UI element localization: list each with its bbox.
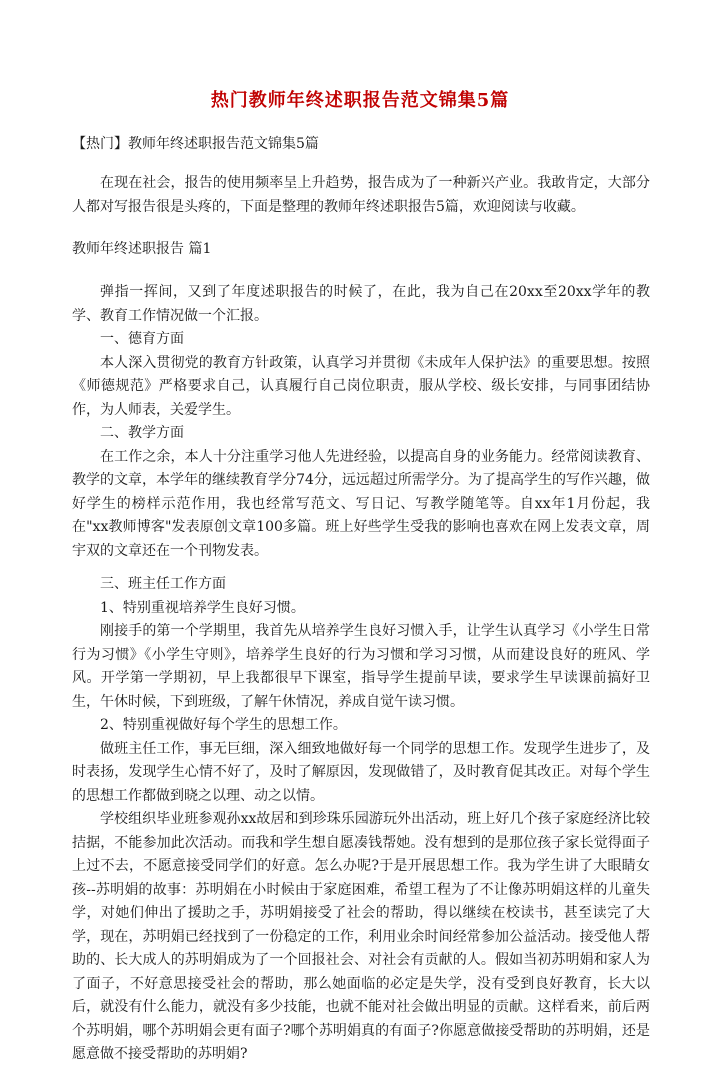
document-title: 热门教师年终述职报告范文锦集5篇	[210, 90, 510, 111]
article-body	[72, 281, 650, 1067]
paragraph-story: 学校组织毕业班参观孙xx故居和到珍珠乐园游玩外出活动，班上好几个孩子家庭经济比较拮据，不能参加此次活动。而我和学生想自愿凑钱帮她。没有想到的是那位孩子家长觉得面子上过不去，不愿意接受同学们的好意。怎么办呢?于是开展思想工作。我为学生讲了大眼睛女孩--苏明娟的故事：苏明娟在小时候由于家庭困难，希望工程为了不让像苏明娟这样的儿童失学，对她们伸出了援助之手，苏明娟接受了社会的帮助，得以继续在校读书，甚至读完了大学，现在，苏明娟已经找到了一份稳定的工作，利用业余时间经常参加公益活动。接受他人帮助的、长大成人的苏明娟成为了一个回报社会、对社会有贡献的人。假如当初苏明娟和家人为了面子，不好意思接受社会的帮助，那么她面临的必定是失学，没有受到良好教育，长大以后，就没有什么能力，就没有多少技能，也就不能对社会做出明显的贡献。这样看来，前后两个苏明娟，哪个苏明娟会更有面子?哪个苏明娟真的有面子?你愿意做接受帮助的苏明娟，还是愿意做不接受帮助的苏明娟?	[72, 811, 650, 1062]
paragraph-teaching: 在工作之余，本人十分注重学习他人先进经验，以提高自身的业务能力。经常阅读教育、教学的文章，本学年的继续教育学分74分，远远超过所需学分。为了提高学生的写作兴趣，做好学生的榜样示范作用，我也经常写范文、写日记、写教学随笔等。自xx年1月份起，我在"xx教师博客"发表原创文章100多篇。班上好些学生受我的影响也喜欢在网上发表文章，周宇双的文章还在一个刊物发表。	[72, 448, 650, 559]
section-heading-class-teacher: 三、班主任工作方面	[100, 576, 226, 592]
subheading-habits: 1、特别重视培养学生良好习惯。	[100, 599, 305, 616]
subheading: 【热门】教师年终述职报告范文锦集5篇	[72, 136, 319, 152]
intro-paragraph: 在现在社会，报告的使用频率呈上升趋势，报告成为了一种新兴产业。我敢肯定，大部分人都对写报告很是头疼的，下面是整理的教师年终述职报告5篇，欢迎阅读与收藏。	[72, 175, 650, 215]
section-heading-moral: 一、德育方面	[100, 331, 184, 347]
paragraph-opening: 弹指一挥间，又到了年度述职报告的时候了，在此，我为自己在20xx至20xx学年的教学、教育工作情况做一个汇报。	[72, 284, 650, 324]
paragraph-moral: 本人深入贯彻党的教育方针政策，认真学习并贯彻《未成年人保护法》的重要思想。按照《师德规范》严格要求自己，认真履行自己岗位职责，服从学校、级长安排，与同事团结协作，为人师表，关爱学生。	[72, 354, 650, 418]
paragraph-thinking: 做班主任工作，事无巨细，深入细致地做好每一个同学的思想工作。发现学生进步了，及时表扬，发现学生心情不好了，及时了解原因，发现做错了，及时教育促其改正。对每个学生的思想工作都做到晓之以理、动之以情。	[72, 740, 650, 804]
article-heading: 教师年终述职报告 篇1	[72, 241, 212, 257]
intro-block	[72, 172, 650, 219]
section-heading-teaching: 二、教学方面	[100, 425, 184, 441]
subheading-thinking: 2、特别重视做好每个学生的思想工作。	[100, 717, 347, 733]
paragraph-habits: 刚接手的第一个学期里，我首先从培养学生良好习惯入手，让学生认真学习《小学生日常行为习惯》《小学生守则》，培养学生良好的行为习惯和学习习惯，从而建设良好的班风、学风。开学第一学期初，早上我都很早下课室，指导学生提前早读，要求学生早读课前搞好卫生，午休时候，下到班级，了解午休情况，养成自觉午读习惯。	[72, 623, 650, 710]
